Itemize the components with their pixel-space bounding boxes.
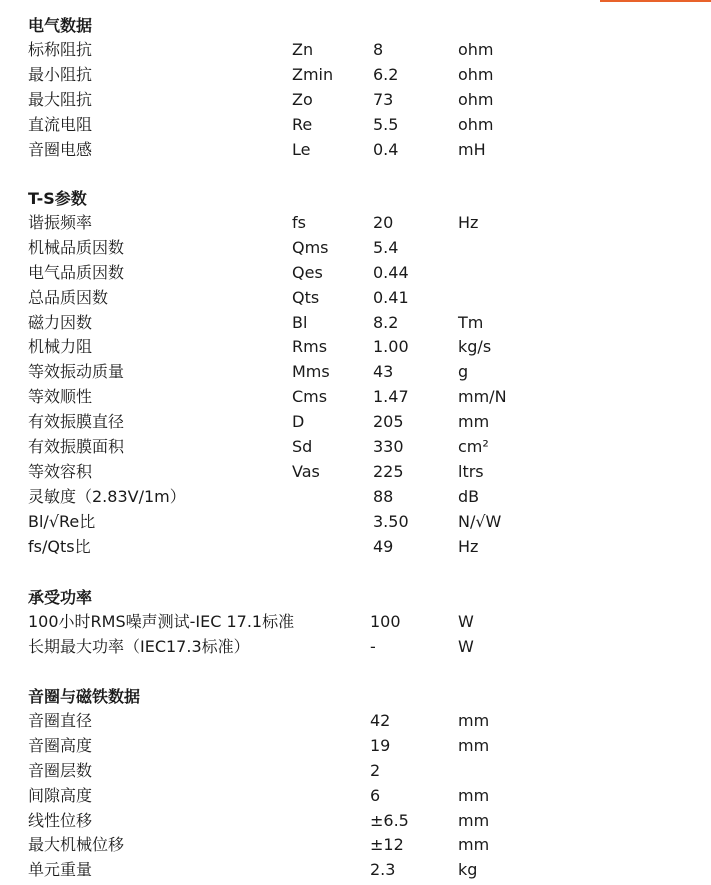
spec-row [28, 734, 490, 759]
spec-value: 5.5 [373, 114, 399, 134]
spec-value: 1.00 [373, 337, 409, 357]
spec-value: - [370, 636, 376, 656]
spec-row [28, 311, 484, 336]
spec-unit: Hz [458, 536, 479, 556]
spec-row [28, 809, 490, 834]
spec-value: ±6.5 [370, 810, 409, 830]
spec-symbol: D [292, 412, 305, 432]
spec-name: 有效振膜面积 [28, 437, 125, 457]
spec-value: 2.3 [370, 860, 396, 880]
spec-value: 43 [373, 362, 394, 382]
spec-unit: W [458, 612, 474, 631]
spec-value: 2 [370, 760, 381, 780]
spec-value: 42 [370, 711, 391, 730]
spec-value: 20 [373, 213, 394, 232]
spec-unit: mH [458, 139, 486, 159]
spec-unit: mm [458, 412, 490, 432]
spec-unit: g [458, 362, 469, 382]
spec-value: 49 [373, 536, 394, 556]
spec-value: 73 [373, 89, 394, 109]
spec-name: 直流电阻 [28, 114, 93, 134]
spec-symbol: Zmin [292, 64, 334, 84]
spec-name: 有效振膜直径 [28, 412, 125, 432]
spec-row [28, 38, 494, 63]
spec-name: 单元重量 [28, 860, 93, 880]
spec-value: 88 [373, 486, 394, 506]
spec-unit: dB [458, 486, 480, 506]
spec-symbol: Le [292, 139, 311, 159]
spec-symbol: Cms [292, 387, 328, 407]
spec-name: 间隙高度 [28, 785, 93, 805]
spec-name: 音圈高度 [28, 735, 93, 755]
spec-row [28, 286, 409, 311]
spec-unit: ohm [458, 89, 494, 109]
spec-name: 音圈直径 [28, 711, 93, 730]
spec-name: 最小阻抗 [28, 64, 93, 84]
spec-row [28, 784, 490, 809]
spec-value: 0.44 [373, 262, 409, 282]
spec-row [28, 460, 484, 485]
spec-unit: mm [458, 810, 490, 830]
spec-value: 8 [373, 40, 384, 59]
spec-name: 等效顺性 [28, 387, 93, 407]
spec-name: 等效振动质量 [28, 362, 125, 382]
spec-value: 3.50 [373, 511, 409, 531]
spec-name: 灵敏度（2.83V/1m） [28, 486, 186, 506]
spec-name: 标称阻抗 [28, 40, 93, 59]
spec-unit: mm [458, 835, 490, 855]
spec-name: 机械力阻 [28, 337, 93, 357]
spec-value: 6 [370, 785, 381, 805]
spec-row [28, 360, 469, 385]
spec-row [28, 88, 494, 113]
section-heading: 音圈与磁铁数据 [28, 687, 141, 706]
spec-symbol: Zo [292, 89, 313, 109]
spec-symbol: Sd [292, 437, 313, 457]
spec-row [28, 385, 507, 410]
spec-value: 8.2 [373, 312, 399, 332]
section-heading: 承受功率 [28, 588, 93, 607]
spec-value: 1.47 [373, 387, 409, 407]
spec-unit: cm² [458, 437, 489, 457]
spec-name: 电气品质因数 [28, 262, 125, 282]
spec-row [28, 63, 494, 88]
spec-symbol: Vas [292, 461, 320, 481]
spec-value: 205 [373, 412, 404, 432]
spec-name: 等效容积 [28, 461, 93, 481]
spec-row [28, 236, 399, 261]
spec-name: fs/Qts比 [28, 536, 91, 556]
spec-row [28, 435, 489, 460]
spec-value: 100 [370, 612, 401, 631]
spec-unit: ohm [458, 114, 494, 134]
spec-value: 0.4 [373, 139, 399, 159]
spec-unit: ohm [458, 64, 494, 84]
spec-unit: ltrs [458, 461, 484, 481]
spec-symbol: Qts [292, 287, 320, 307]
spec-row [28, 335, 492, 360]
spec-unit: mm/N [458, 387, 507, 407]
section-heading: T-S参数 [28, 189, 87, 208]
spec-unit: Hz [458, 213, 479, 232]
spec-row [28, 759, 381, 784]
spec-value: 225 [373, 461, 404, 481]
spec-value: 19 [370, 735, 391, 755]
spec-row [28, 510, 502, 535]
spec-symbol: Zn [292, 40, 314, 59]
spec-row [28, 858, 478, 883]
spec-name: 磁力因数 [28, 312, 93, 332]
spec-unit: Tm [458, 312, 484, 332]
spec-row [28, 485, 480, 510]
spec-symbol: fs [292, 213, 306, 232]
spec-name: Bl/√Re比 [28, 511, 96, 531]
spec-symbol: Bl [292, 312, 308, 332]
section-heading: 电气数据 [28, 16, 93, 35]
spec-name: 最大阻抗 [28, 89, 93, 109]
spec-row [28, 535, 479, 560]
spec-symbol: Mms [292, 362, 330, 382]
spec-row [28, 833, 490, 858]
spec-unit: mm [458, 735, 490, 755]
spec-row [28, 709, 490, 734]
spec-value: 6.2 [373, 64, 399, 84]
coil-section [28, 684, 490, 883]
spec-row [28, 610, 474, 635]
spec-row [28, 410, 490, 435]
spec-unit: mm [458, 785, 490, 805]
spec-name: 音圈电感 [28, 139, 93, 159]
spec-unit: W [458, 636, 474, 656]
spec-name: 100小时RMS噪声测试-IEC 17.1标准 [28, 612, 295, 631]
spec-row [28, 211, 479, 236]
spec-name: 音圈层数 [28, 760, 93, 780]
spec-symbol: Qms [292, 237, 329, 257]
top-accent-line [600, 0, 711, 2]
spec-unit: ohm [458, 40, 494, 59]
spec-row [28, 113, 494, 138]
spec-symbol: Rms [292, 337, 328, 357]
spec-name: 线性位移 [28, 810, 93, 830]
spec-symbol: Qes [292, 262, 323, 282]
ts-section [28, 186, 507, 559]
spec-row [28, 635, 474, 660]
spec-row [28, 138, 486, 163]
spec-value: ±12 [370, 835, 404, 855]
spec-row [28, 261, 409, 286]
spec-symbol: Re [292, 114, 313, 134]
spec-name: 长期最大功率（IEC17.3标准） [28, 636, 250, 656]
electrical-section [28, 13, 494, 162]
spec-name: 谐振频率 [28, 213, 93, 232]
spec-unit: mm [458, 711, 490, 730]
spec-unit: N/√W [458, 511, 502, 531]
spec-name: 机械品质因数 [28, 237, 125, 257]
spec-value: 5.4 [373, 237, 399, 257]
spec-name: 最大机械位移 [28, 835, 125, 855]
spec-unit: kg [458, 860, 478, 880]
spec-value: 0.41 [373, 287, 409, 307]
spec-unit: kg/s [458, 337, 492, 357]
spec-name: 总品质因数 [28, 287, 109, 307]
power-section [28, 585, 474, 660]
spec-value: 330 [373, 437, 404, 457]
